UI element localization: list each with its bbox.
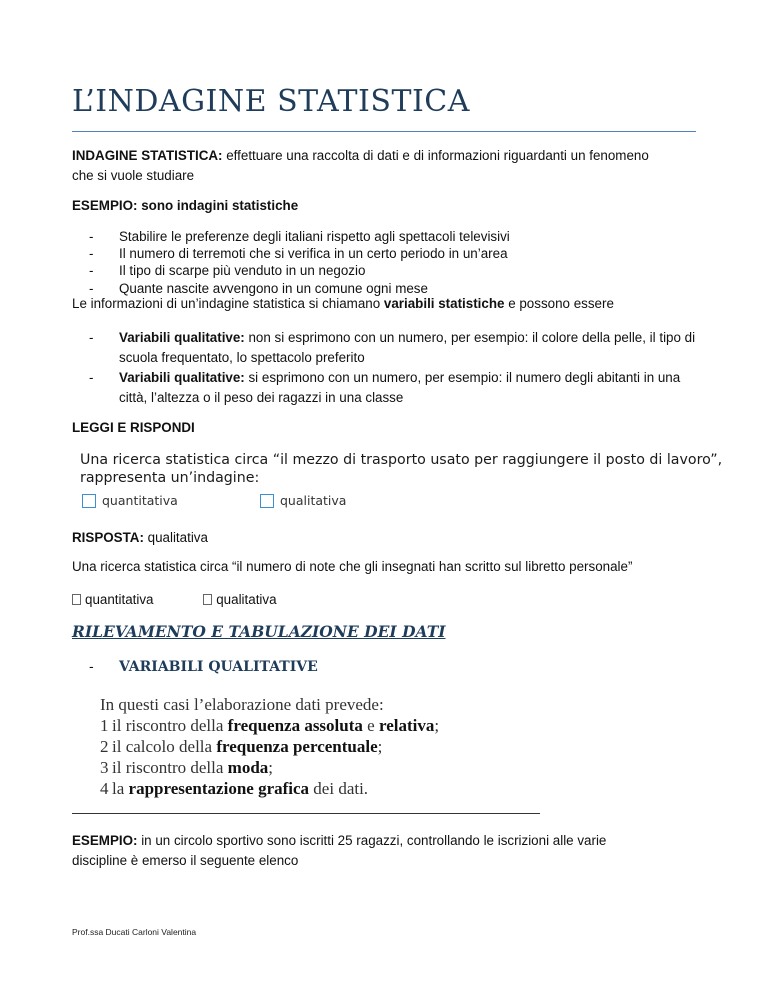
variable-term: Variabili qualitative: (119, 330, 245, 345)
example-2-text: in un circolo sportivo sono iscritti 25 ragazzi, controllando le iscrizioni alle varie (137, 833, 607, 848)
step-bold: frequenza assoluta (227, 716, 363, 735)
page-title: L’INDAGINE STATISTICA (72, 84, 470, 119)
variables-list (72, 328, 702, 408)
example-heading (72, 196, 298, 216)
step-bold: moda (227, 758, 269, 777)
elaboration-step (100, 715, 540, 736)
subsection-title-text: VARIABILI QUALITATIVE (119, 659, 318, 675)
variable-text: si esprimono con un numero, per esempio: il numero degli abitanti in una città, l’altezza o il peso dei ragazzi in una classe (119, 370, 681, 405)
answer-label: RISPOSTA: (72, 530, 144, 545)
step-text: dei dati. (309, 779, 369, 798)
definition-paragraph (72, 146, 649, 186)
list-item: - Il numero di terremoti che si verifica in un certo periodo in un’area (89, 246, 508, 262)
list-item: - Variabili qualitative: non si esprimono con un numero, per esempio: il colore della pelle, il tipo di scuola frequentato, lo spettacolo preferito (89, 330, 696, 365)
list-item: - Il tipo di scarpe più venduto in un negozio (89, 263, 366, 279)
example-2-paragraph (72, 831, 606, 871)
variable-term: Variabili qualitative: (119, 370, 245, 385)
step-text: ; (377, 737, 383, 756)
step-text: ; (434, 716, 440, 735)
answer-line (72, 528, 208, 548)
question-box (80, 450, 723, 514)
section-title: RILEVAMENTO E TABULAZIONE DEI DATI (72, 622, 446, 641)
variable-text: non si esprimono con un numero, per esempio: il colore della pelle, il tipo di scuola frequentato, lo spettacolo preferito (119, 330, 696, 365)
option-label: quantitativa (85, 592, 154, 607)
elaboration-intro: In questi casi l’elaborazione dati prevede: (100, 695, 384, 714)
step-bold: rappresentazione grafica (128, 779, 310, 798)
step-text: ; (268, 758, 274, 777)
examples-list (72, 228, 510, 297)
example-text: Il numero di terremoti che si verifica in un certo periodo in un’area (119, 246, 508, 262)
exercise-heading (72, 418, 195, 438)
checkbox-icon[interactable] (203, 594, 212, 605)
step-number: 4 (100, 779, 109, 798)
step-text: la (112, 779, 129, 798)
checkbox-icon[interactable] (82, 494, 96, 508)
elaboration-step (100, 757, 540, 778)
option-label: qualitativa (280, 493, 347, 508)
checkbox-icon[interactable] (260, 494, 274, 508)
step-number: 3 (100, 758, 109, 777)
option-qualitativa-2[interactable] (203, 590, 276, 610)
title-rule (72, 131, 696, 132)
variables-intro (72, 294, 614, 314)
step-text: il riscontro della (112, 758, 228, 777)
option-label: qualitativa (216, 592, 277, 607)
list-item: - Quante nascite avvengono in un comune ogni mese (89, 280, 428, 296)
option-label: quantitativa (102, 493, 178, 508)
footer-author: Prof.ssa Ducati Carloni Valentina (72, 927, 197, 937)
example-text: Quante nascite avvengono in un comune ogni mese (119, 280, 428, 296)
step-bold: frequenza percentuale (216, 737, 378, 756)
variables-intro-bold: variabili statistiche (383, 296, 505, 311)
step-text: e (362, 716, 379, 735)
step-number: 1 (100, 716, 109, 735)
answer-value: qualitativa (143, 530, 208, 545)
step-text: il riscontro della (112, 716, 228, 735)
divider (72, 813, 540, 814)
example-2-label: ESEMPIO: (72, 833, 138, 848)
exercise-heading-text: LEGGI E RISPONDI (72, 420, 195, 435)
example-text: Il tipo di scarpe più venduto in un negozio (119, 263, 366, 279)
checkbox-icon[interactable] (72, 594, 81, 605)
question-line-2: rappresenta un’indagine: (80, 470, 260, 486)
option-quantitativa[interactable] (82, 493, 178, 508)
question-line-1: Una ricerca statistica circa “il mezzo di trasporto usato per raggiungere il posto di lavoro”, (80, 452, 723, 468)
elaboration-step (100, 778, 540, 799)
step-bold: relativa (378, 716, 435, 735)
list-item: - Variabili qualitative: si esprimono con un numero, per esempio: il numero degli abitanti in una città, l’altezza o il peso dei ragazzi in una classe (89, 370, 681, 405)
definition-text: effettuare una raccolta di dati e di informazioni riguardanti un fenomeno (222, 148, 649, 163)
variables-intro-text: Le informazioni di un’indagine statistica si chiamano (72, 296, 384, 311)
elaboration-block (100, 694, 540, 799)
step-text: il calcolo della (112, 737, 217, 756)
option-qualitativa[interactable] (260, 493, 346, 508)
example-2-text-2: discipline è emerso il seguente elenco (72, 853, 299, 868)
list-item: - Stabilire le preferenze degli italiani rispetto agli spettacoli televisivi (89, 229, 510, 244)
variables-intro-after: e possono essere (504, 296, 614, 311)
question-2-options (72, 590, 277, 610)
definition-text-2: che si vuole studiare (72, 168, 195, 183)
definition-term: INDAGINE STATISTICA: (72, 148, 223, 163)
subsection-title: - VARIABILI QUALITATIVE (89, 658, 318, 675)
option-quantitativa-2[interactable] (72, 592, 154, 607)
question-2: Una ricerca statistica circa “il numero di note che gli insegnati han scritto sul libretto personale” (72, 559, 633, 574)
example-text: Stabilire le preferenze degli italiani rispetto agli spettacoli televisivi (119, 229, 510, 244)
step-number: 2 (100, 737, 109, 756)
elaboration-step (100, 736, 540, 757)
example-heading-text: ESEMPIO: sono indagini statistiche (72, 198, 299, 213)
